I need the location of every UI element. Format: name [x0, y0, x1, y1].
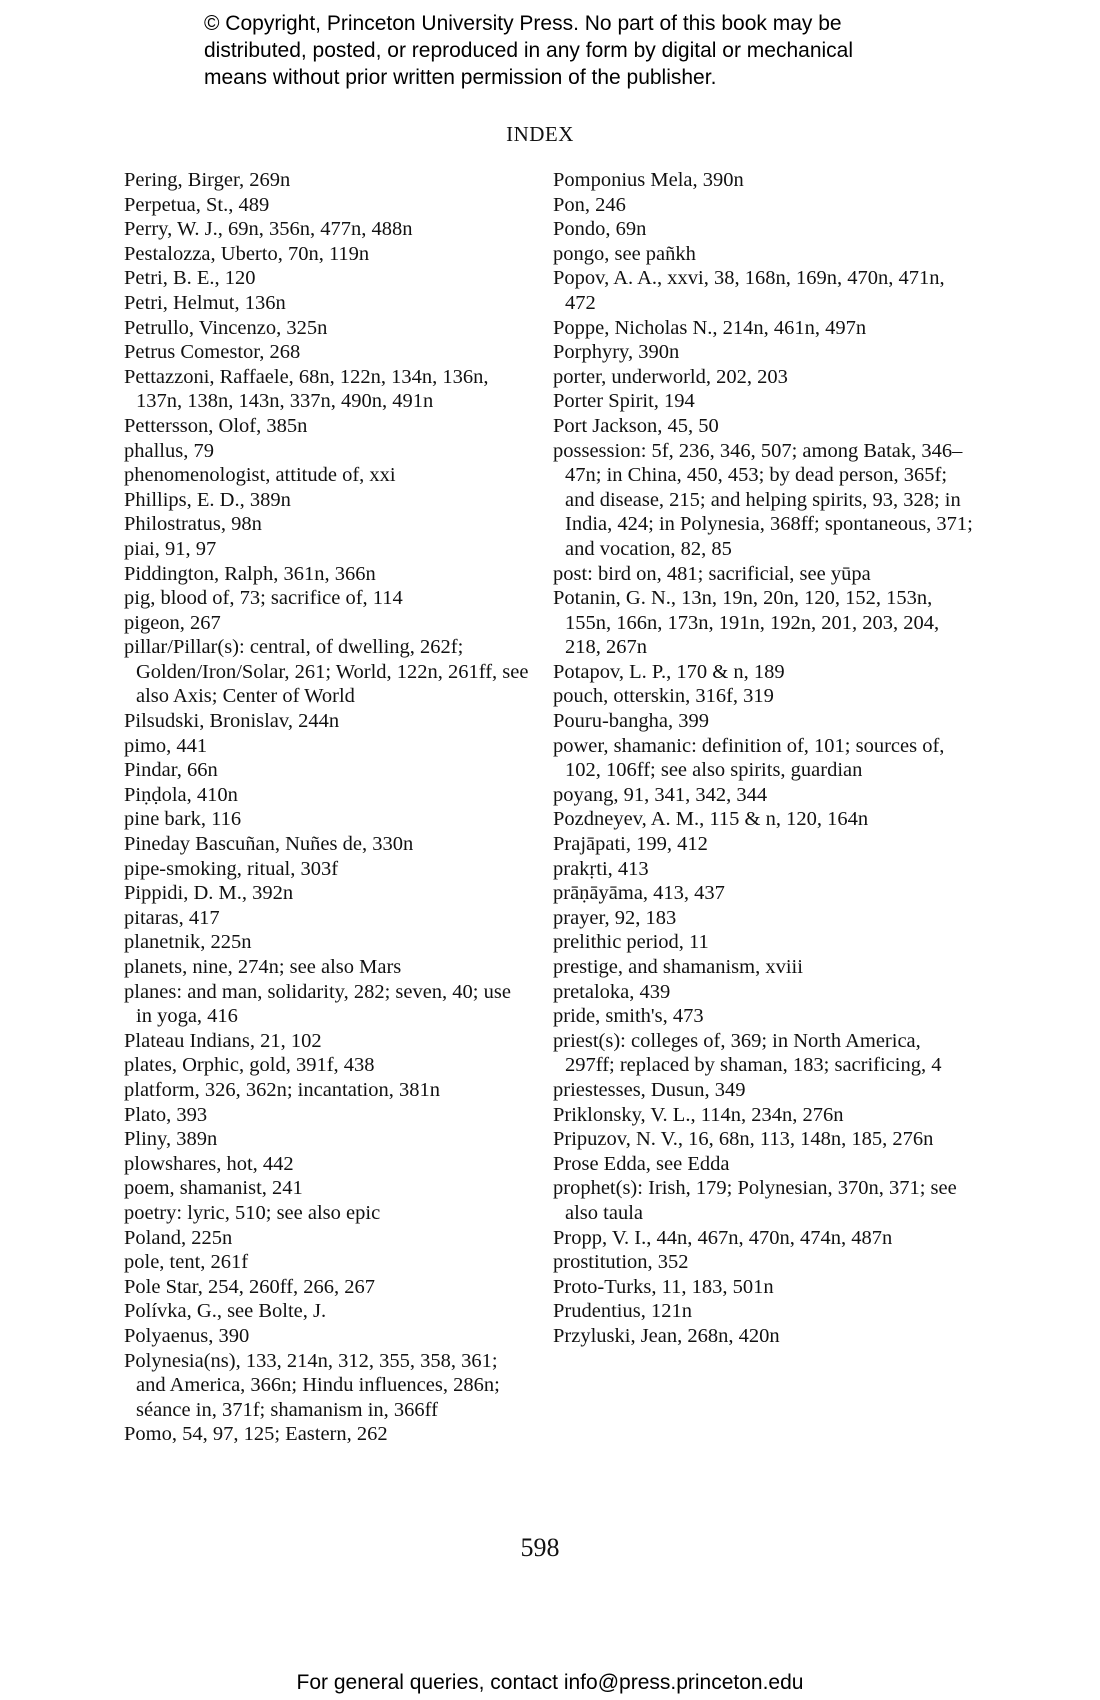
index-entry: porter, underworld, 202, 203 — [553, 365, 788, 388]
index-entry: Pliny, 389n — [124, 1128, 218, 1151]
index-entry: planets, nine, 274n; see also Mars — [124, 956, 402, 978]
index-entry: Petrullo, Vincenzo, 325n — [124, 316, 328, 339]
index-entry: Pippidi, D. M., 392n — [124, 882, 294, 905]
index-entry: phallus, 79 — [124, 439, 214, 462]
index-entry: Pondo, 69n — [553, 218, 647, 241]
index-entry: pitaras, 417 — [124, 906, 220, 929]
index-entry: Prose Edda, see Edda — [553, 1152, 730, 1175]
index-entry: pine bark, 116 — [124, 808, 242, 831]
index-entry: prophet(s): Irish, 179; Polynesian, 370n, 371; see also taula — [553, 1177, 957, 1224]
index-entry: power, shamanic: definition of, 101; sources of, 102, 106ff; see also spirits, guardian — [553, 734, 945, 782]
index-entry: Porter Spirit, 194 — [553, 390, 695, 413]
index-entry: Piṇḍola, 410n — [124, 783, 238, 806]
index-entry: prayer, 92, 183 — [553, 906, 677, 929]
index-entry: Poland, 225n — [124, 1226, 233, 1249]
index-entry: poem, shamanist, 241 — [124, 1177, 303, 1200]
index-entry: Pozdneyev, A. M., 115 & n, 120, 164n — [553, 808, 869, 831]
index-entry: Pindar, 66n — [124, 759, 218, 782]
index-entry: planetnik, 225n — [124, 931, 252, 954]
index-entry: Propp, V. I., 44n, 467n, 470n, 474n, 487n — [553, 1226, 893, 1249]
index-entry: pig, blood of, 73; sacrifice of, 114 — [124, 587, 403, 610]
footer-contact: For general queries, contact info@press.princeton.edu — [296, 1671, 804, 1694]
index-entry: prestige, and shamanism, xviii — [553, 956, 803, 978]
index-entry: Pomponius Mela, 390n — [553, 169, 744, 191]
index-entry: pipe-smoking, ritual, 303f — [124, 857, 339, 880]
index-entry: Perpetua, St., 489 — [124, 193, 270, 216]
index-entry: pride, smith's, 473 — [553, 1005, 704, 1028]
index-entry: prostitution, 352 — [553, 1251, 689, 1274]
index-entry: Pole Star, 254, 260ff, 266, 267 — [124, 1275, 376, 1298]
index-entry: Priklonsky, V. L., 114n, 234n, 276n — [553, 1103, 844, 1126]
index-entry: Pering, Birger, 269n — [124, 169, 291, 191]
index-entry: prāṇāyāma, 413, 437 — [553, 882, 725, 905]
index-entry: Proto-Turks, 11, 183, 501n — [553, 1275, 774, 1298]
index-entry: pongo, see pañkh — [553, 242, 696, 265]
index-column-left — [124, 168, 529, 1447]
index-entry: pretaloka, 439 — [553, 980, 671, 1003]
copyright-line-2: distributed, posted, or reproduced in any form by digital or mechanical — [204, 39, 854, 62]
index-entry: pole, tent, 261f — [124, 1251, 249, 1274]
index-entry: Plateau Indians, 21, 102 — [124, 1029, 322, 1052]
index-entry: Pilsudski, Bronislav, 244n — [124, 710, 340, 733]
index-entry: Przyluski, Jean, 268n, 420n — [553, 1324, 780, 1347]
index-entry: phenomenologist, attitude of, xxi — [124, 464, 396, 487]
copyright-line-3: means without prior written permission of the publisher. — [204, 66, 717, 89]
index-entry: Porphyry, 390n — [553, 341, 680, 364]
index-entry: plowshares, hot, 442 — [124, 1152, 294, 1175]
index-entry: Philostratus, 98n — [124, 513, 262, 536]
index-entry: prakṛti, 413 — [553, 857, 649, 880]
index-entry: priestesses, Dusun, 349 — [553, 1078, 746, 1101]
index-entry: post: bird on, 481; sacrificial, see yūpa — [553, 562, 871, 585]
index-entry: piai, 91, 97 — [124, 537, 217, 560]
index-entry: platform, 326, 362n; incantation, 381n — [124, 1078, 440, 1101]
index-column-right — [553, 168, 973, 1349]
index-entry: Prudentius, 121n — [553, 1300, 692, 1323]
copyright-line-1: © Copyright, Princeton University Press. No part of this book may be — [204, 12, 842, 35]
index-entry: possession: 5f, 236, 346, 507; among Batak, 346–47n; in China, 450, 453; by dead person, 365f; and disease, 215; and helping spirits, 93, 328; in India, 424; in Polynesia, 368ff; spontaneous, 371; and vocation, 82, 85 — [553, 439, 973, 560]
index-entry: Popov, A. A., xxvi, 38, 168n, 169n, 470n, 471n, 472 — [553, 267, 945, 314]
index-entry: Pineday Bascuñan, Nuñes de, 330n — [124, 833, 414, 856]
index-entry: Pon, 246 — [553, 193, 626, 216]
index-entry: prelithic period, 11 — [553, 931, 709, 954]
index-entry: pillar/Pillar(s): central, of dwelling, 262f; Golden/Iron/Solar, 261; World, 122n, 261ff, see also Axis; Center of World — [124, 636, 529, 708]
index-entry: Potapov, L. P., 170 & n, 189 — [553, 660, 785, 683]
page-title: INDEX — [506, 122, 574, 146]
index-entry: Poppe, Nicholas N., 214n, 461n, 497n — [553, 316, 867, 339]
index-entry: pigeon, 267 — [124, 611, 221, 634]
index-entry: Pripuzov, N. V., 16, 68n, 113, 148n, 185, 276n — [553, 1128, 934, 1151]
index-entry: Petri, Helmut, 136n — [124, 291, 286, 314]
index-entry: Port Jackson, 45, 50 — [553, 414, 719, 437]
index-entry: poetry: lyric, 510; see also epic — [124, 1201, 381, 1224]
index-entry: Pestalozza, Uberto, 70n, 119n — [124, 242, 370, 265]
page-number: 598 — [520, 1533, 560, 1562]
index-entry: Polynesia(ns), 133, 214n, 312, 355, 358, 361; and America, 366n; Hindu influences, 286n; séance in, 371f; shamanism in, 366ff — [124, 1349, 500, 1421]
index-entry: Plato, 393 — [124, 1103, 208, 1126]
index-entry: Phillips, E. D., 389n — [124, 488, 291, 511]
index-entry: Polívka, G., see Bolte, J. — [124, 1300, 327, 1323]
index-entry: Pouru-bangha, 399 — [553, 710, 710, 733]
index-entry: pouch, otterskin, 316f, 319 — [553, 685, 774, 708]
index-entry: Pettersson, Olof, 385n — [124, 414, 308, 437]
index-entry: Prajāpati, 199, 412 — [553, 833, 708, 856]
copyright-notice — [204, 10, 1004, 91]
index-entry: plates, Orphic, gold, 391f, 438 — [124, 1054, 375, 1077]
index-entry: Polyaenus, 390 — [124, 1324, 250, 1347]
index-entry: Petrus Comestor, 268 — [124, 341, 301, 364]
index-entry: planes: and man, solidarity, 282; seven, 40; use in yoga, 416 — [124, 980, 511, 1028]
index-entry: poyang, 91, 341, 342, 344 — [553, 783, 768, 806]
index-entry: Piddington, Ralph, 361n, 366n — [124, 562, 376, 585]
index-entry: Petri, B. E., 120 — [124, 267, 256, 290]
index-entry: Perry, W. J., 69n, 356n, 477n, 488n — [124, 218, 413, 241]
index-entry: pimo, 441 — [124, 734, 208, 757]
index-entry: Pomo, 54, 97, 125; Eastern, 262 — [124, 1423, 388, 1446]
index-entry: Potanin, G. N., 13n, 19n, 20n, 120, 152, 153n, 155n, 166n, 173n, 191n, 192n, 201, 203, 204, 218, 267n — [553, 587, 940, 659]
index-entry: Pettazzoni, Raffaele, 68n, 122n, 134n, 136n, 137n, 138n, 143n, 337n, 490n, 491n — [124, 365, 489, 413]
index-entry: priest(s): colleges of, 369; in North America, 297ff; replaced by shaman, 183; sacrificing, 4 — [553, 1029, 942, 1077]
